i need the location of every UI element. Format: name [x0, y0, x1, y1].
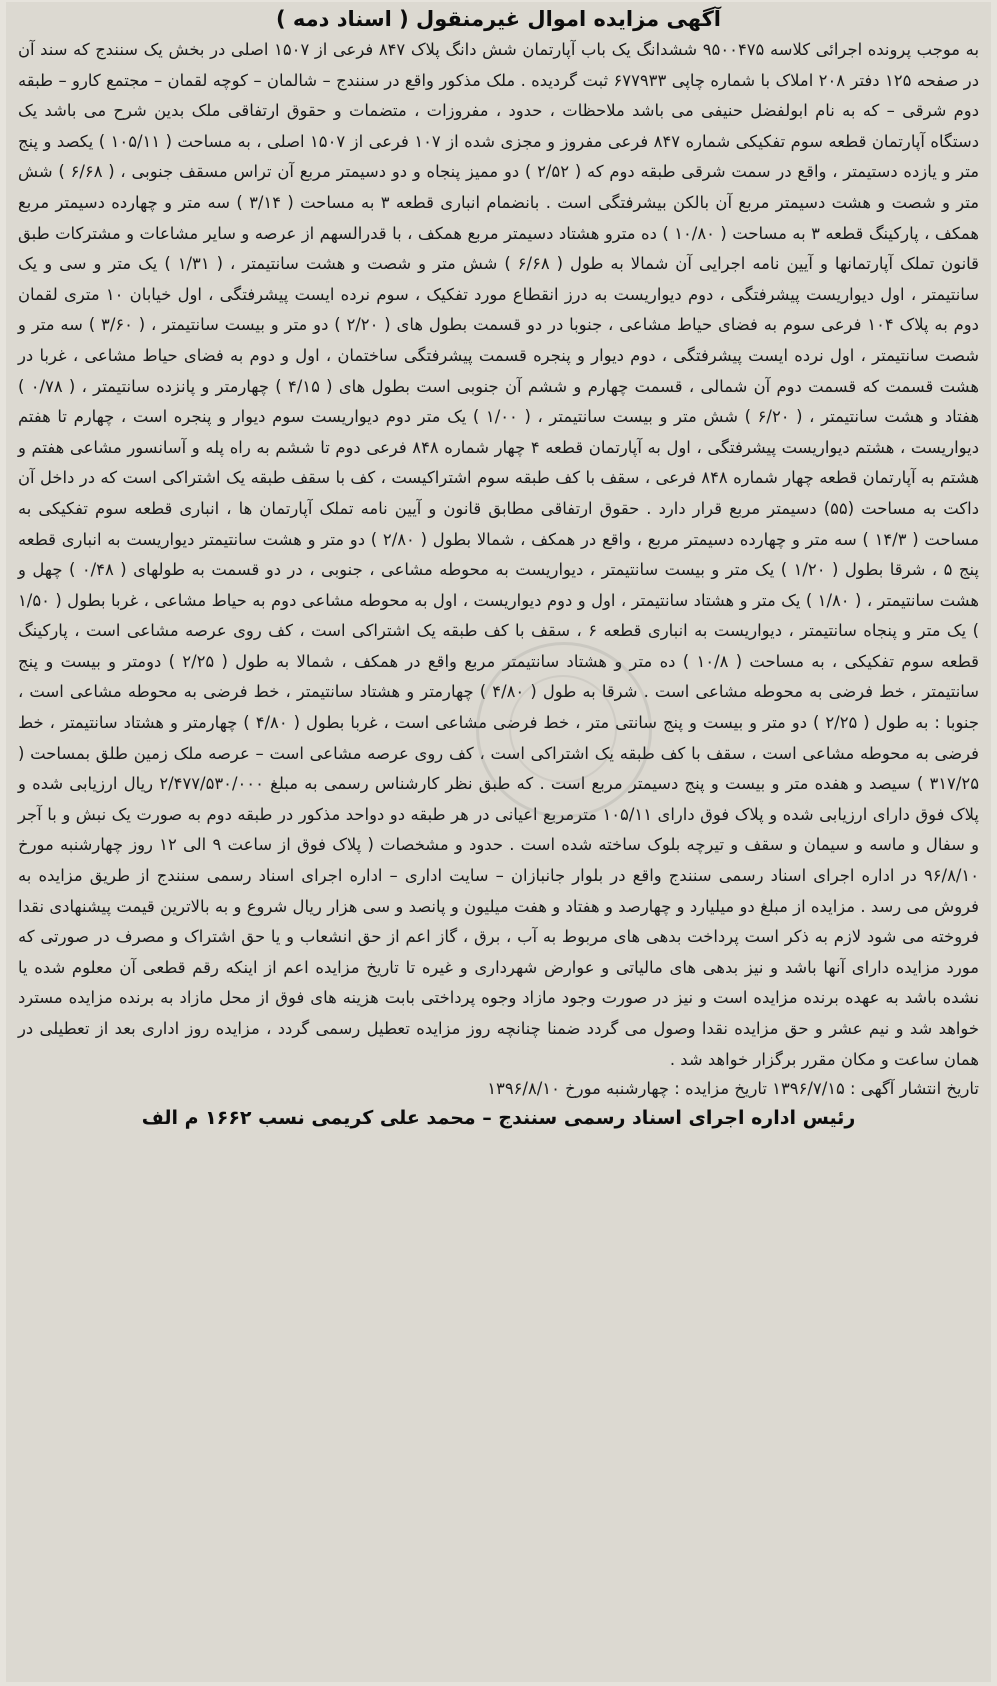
auction-notice — [6, 2, 991, 1682]
signature-line: رئیس اداره اجرای اسناد رسمی سنندج – محمد علی کریمی نسب ۱۶۶۲ م الف — [141, 1107, 856, 1130]
notice-title: آگهی مزایده اموال غیرمنقول ( اسناد دمه ) — [275, 7, 721, 31]
notice-body: به موجب پرونده اجرائی کلاسه ۹۵۰۰۴۷۵ ششدانگ یک باب آپارتمان شش دانگ پلاک ۸۴۷ فرعی از ۱۵۰۷ اصلی در بخش یک سنندج که سند آن در صفحه ۱۲۵ دفتر ۲۰۸ املاک با شماره چاپی ۶۷۷۹۳۳ ثبت گردیده . ملک مذکور واقع در سنندج – شالمان – کوچه لقمان – مجتمع کارو – طبقه دوم شرقی – که به نام ابولفضل حنیفی می باشد ملاحظات ، حدود ، مفروزات ، متضمات و حقوق ارتفاقی ملک بدین شرح می باشد یک دستگاه آپارتمان قطعه سوم تفکیکی شماره ۸۴۷ فرعی مفروز و مجزی شده از ۱۰۷ فرعی از ۱۵۰۷ اصلی ، به مساحت ( ۱۰۵/۱۱ ) یکصد و پنج متر و یازده دستیمتر ، واقع در سمت شرقی طبقه دوم که ( ۲/۵۲ ) دو ممیز پنجاه و دو دسیمتر مربع آن تراس مسقف جنوبی ، ( ۶/۶۸ ) شش متر و شصت و هشت دسیمتر مربع آن بالکن بیشرفتگی است . بانضمام انباری قطعه ۳ به مساحت ( ۳/۱۴ ) سه متر و چهارده دسیمتر مربع همکف ، پارکینگ قطعه ۳ به مساحت ( ۱۰/۸۰ ) ده مترو هشتاد دسیمتر مربع همکف ، با قدرالسهم از عرصه و سایر مشاعات و مشترکات طبق قانون تملک آپارتمانها و آیین نامه اجرایی آن شمالا به طول ( ۶/۶۸ ) شش متر و شصت و هشت سانتیمتر ، ( ۱/۳۱ ) یک متر و سی و یک سانتیمتر ، اول دیواریست پیشرفتگی ، دوم دیواریست به درز انقطاع مورد تفکیک ، سوم نرده ایست پیشرفتگی ، اول خیابان ۱۰ متری لقمان دوم به پلاک ۱۰۴ فرعی سوم به فضای حیاط مشاعی ، جنوبا در دو قسمت بطول های ( ۲/۲۰ ) دو متر و بیست سانتیمتر ، ( ۳/۶۰ ) سه متر و شصت سانتیمتر ، اول نرده ایست پیشرفتگی ، دوم دیوار و پنجره قسمت پیشرفتگی ساختمان ، اول و دوم به فضای حیاط مشاعی ، غربا در هشت قسمت که قسمت دوم آن شمالی ، قسمت چهارم و ششم آن جنوبی است بطول های ( ۴/۱۵ ) چهارمتر و پانزده سانتیمتر ، ( ۰/۷۸ ) هفتاد و هشت سانتیمتر ، ( ۶/۲۰ ) شش متر و بیست سانتیمتر ، ( ۱/۰۰ ) یک متر دوم دیواریست سوم دیوار و پنجره است ، چهارم تا هفتم دیواریست ، هشتم دیواریست پیشرفتگی ، اول به آپارتمان قطعه ۴ چهار شماره ۸۴۸ فرعی دوم تا ششم به راه پله و آسانسور مشاعی هفتم و هشتم به آپارتمان قطعه چهار شماره ۸۴۸ فرعی ، سقف با کف طبقه سوم اشتراکیست ، کف با سقف طبقه یک اشتراکی است که در داخل آن داکت به مساحت (۵۵) دسیمتر مربع قرار دارد . حقوق ارتفاقی مطابق قانون و آیین نامه تملک آپارتمان ها ، انباری قطعه سوم تفکیکی به مساحت ( ۱۴/۳ ) سه متر و چهارده دسیمتر مربع ، واقع در همکف ، شمالا بطول ( ۲/۸۰ ) دو متر و هشت سانتیمتر دیواریست به انباری قطعه پنج ۵ ، شرقا بطول ( ۱/۲۰ ) یک متر و بیست سانتیمتر ، دیواریست به محوطه مشاعی ، جنوبی ، در دو قسمت به طولهای ( ۰/۴۸ ) چهل و هشت سانتیمتر ، ( ۱/۸۰ ) یک متر و هشتاد سانتیمتر ، اول و دوم دیواریست ، اول به محوطه مشاعی دوم به حیاط مشاعی ، غربا بطول ( ۱/۵۰ ) یک متر و پنجاه سانتیمتر ، دیواریست به انباری قطعه ۶ ، سقف با کف طبقه یک اشتراکی است ، کف روی عرصه مشاعی است ، پارکینگ قطعه سوم تفکیکی ، به مساحت ( ۱۰/۸ ) ده متر و هشتاد سانتیمتر مربع واقع در همکف ، شمالا به طول ( ۲/۲۵ ) دومتر و بیست و پنج سانتیمتر ، خط فرضی به محوطه مشاعی است . شرقا به طول ( ۴/۸۰ ) چهارمتر و هشتاد سانتیمتر ، خط فرضی به محوطه مشاعی است ، جنوبا : به طول ( ۲/۲۵ ) دو متر و بیست و پنج سانتی متر ، خط فرضی مشاعی است ، غربا بطول ( ۴/۸۰ ) چهارمتر و هشتاد سانتیمتر ، خط فرضی به محوطه مشاعی است ، سقف با کف طبقه یک اشتراکی است ، کف روی عرصه مشاعی است – عرصه ملک زمین طلق بمساحت ( ۳۱۷/۲۵ ) سیصد و هفده متر و بیست و پنج دسیمتر مربع است . که طبق نظر کارشناس رسمی به مبلغ ۲/۴۷۷/۵۳۰/۰۰۰ ریال ارزیابی شده و پلاک فوق دارای ارزیابی شده و پلاک فوق دارای ۱۰۵/۱۱ مترمربع اعیانی در هر طبقه دو دواحد مذکور در طبقه دوم به صورت یک نبش و با آجر و سفال و ماسه و سیمان و سقف و تیرچه بلوک ساخته شده است . حدود و مشخصات ( پلاک فوق از ساعت ۹ الی ۱۲ روز چهارشنبه مورخ ۹۶/۸/۱۰ در اداره اجرای اسناد رسمی سنندج واقع در بلوار جانبازان – سایت اداری – اداره اجرای اسناد رسمی سنندج از طریق مزایده به فروش می رسد . مزایده از مبلغ دو میلیارد و چهارصد و هفتاد و هفت میلیون و پانصد و سی هزار ریال شروع و به بالاترین قیمت پیشنهادی نقدا فروخته می شود لازم به ذکر است پرداخت بدهی های مربوط به آب ، برق ، گاز اعم از حق انشعاب و یا حق اشتراک و مصرف در صورتی که مورد مزایده دارای آنها باشد و نیز بدهی های مالیاتی و عوارض شهرداری و غیره تا تاریخ مزایده اعم از اینکه رقم قطعی آن معلوم شده یا نشده باشد به عهده برنده مزایده است و نیز در صورت وجود مازاد وجوه پرداختی بابت هزینه های فوق از محل مازاد به برنده مزایده مسترد خواهد شد و نیم عشر و حق مزایده نقدا وصول می گردد ضمنا چنانچه روز مزایده تعطیل رسمی گردد ، مزایده روز اداری بعد از تعطیلی در همان ساعت و مکان مقرر برگزار خواهد شد . — [18, 40, 980, 1069]
publication-dates: تاریخ انتشار آگهی : ۱۳۹۶/۷/۱۵ تاریخ مزایده : چهارشنبه مورخ ۱۳۹۶/۸/۱۰ — [487, 1079, 979, 1099]
